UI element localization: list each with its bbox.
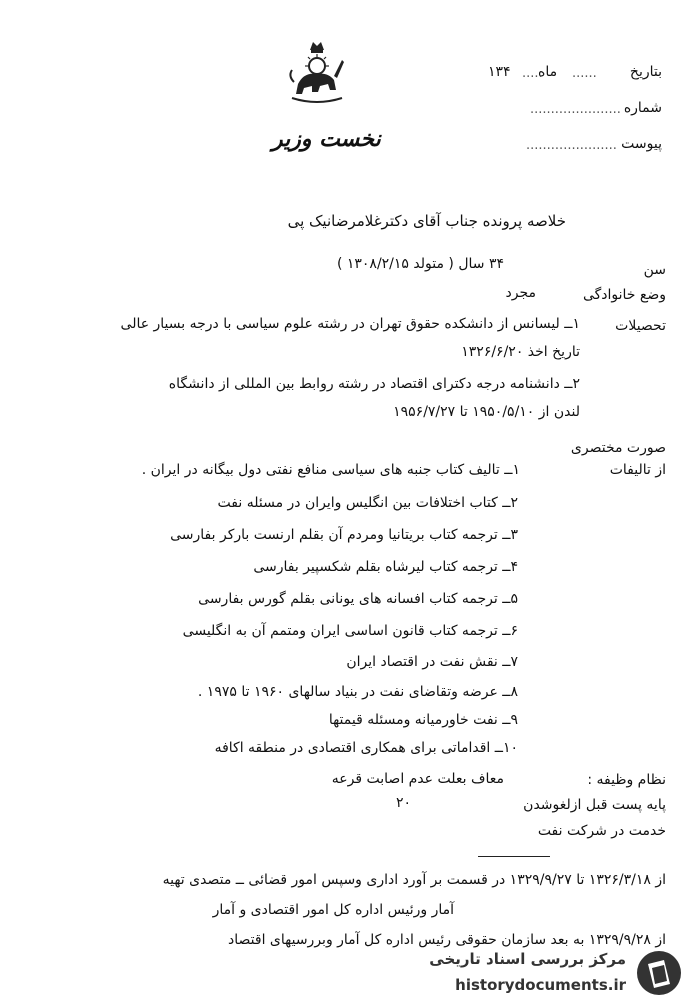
date-label: بتاریخ <box>629 64 662 80</box>
watermark-url: historydocuments.ir <box>455 976 626 994</box>
career-line-3: از ۱۳۲۹/۹/۲۸ به بعد سازمان حقوقی رئیس اداره کل آمار وبررسیهای اقتصاد <box>228 932 666 948</box>
writing-item-3: ۳ــ ترجمه کتاب بریتانیا ومردم آن بقلم ارنست بارکر بفارسی <box>170 527 518 543</box>
month-dots: ..... <box>522 66 543 81</box>
age-label: سن <box>643 262 666 278</box>
education-item-1-line1: ۱ــ لیسانس از دانشکده حقوق تهران در رشته علوم سیاسی با درجه بسیار عالی <box>120 316 580 332</box>
career-line-1: از ۱۳۲۶/۳/۱۸ تا ۱۳۲۹/۹/۲۷ در قسمت بر آورد اداری وسپس امور قضائی ــ متصدی تهیه <box>162 872 666 888</box>
divider-line <box>478 856 550 857</box>
page-heading: خلاصه پرونده جناب آقای دکترغلامرضانیک پی <box>287 212 566 230</box>
education-item-2-line1: ۲ــ دانشنامه درجه دکترای اقتصاد در رشته روابط بین المللی از دانشگاه <box>168 376 580 392</box>
grade-label: پایه پست قبل ازلغوشدن <box>523 797 666 813</box>
watermark <box>429 944 690 1002</box>
writing-item-6: ۶ــ ترجمه کتاب قانون اساسی ایران ومتمم آن به انگلیسی <box>182 623 518 639</box>
writings-label-line2: از تالیفات <box>609 462 666 478</box>
marital-value: مجرد <box>505 285 536 301</box>
lion-and-sun-emblem-icon <box>282 36 352 106</box>
writing-item-1: ۱ــ تالیف کتاب جنبه های سیاسی منافع نفتی دول بیگانه در ایران . <box>141 462 520 478</box>
career-line-2: آمار ورئیس اداره کل امور اقتصادی و آمار <box>212 902 454 918</box>
age-value: ۳۴ سال ( متولد ۱۳۰۸/۲/۱۵ ) <box>336 256 504 272</box>
employment-text: خدمت در شرکت نفت <box>537 823 666 839</box>
attachment-dots: ...................... <box>526 138 617 153</box>
date-dots: ...... <box>572 66 597 81</box>
writing-item-8: ۸ــ عرضه وتقاضای نفت در بنیاد سالهای ۱۹۶۰ تا ۱۹۷۵ . <box>197 684 518 700</box>
month-label: ماه <box>538 64 558 80</box>
education-label: تحصیلات <box>615 318 666 334</box>
letterhead-title: نخست وزیر <box>272 126 381 152</box>
marital-label: وضع خانوادگی <box>582 287 666 303</box>
writing-item-5: ۵ــ ترجمه کتاب افسانه های یونانی بقلم گورس بفارسی <box>198 591 518 607</box>
writing-item-4: ۴ــ ترجمه کتاب لیرشاه بقلم شکسپیر بفارسی <box>253 559 518 575</box>
military-service-label: نظام وظیفه : <box>587 772 666 788</box>
education-item-2-line2: لندن از ۱۹۵۰/۵/۱۰ تا ۱۹۵۶/۷/۲۷ <box>393 404 580 420</box>
writing-item-9: ۹ــ نفت خاورمیانه ومسئله قیمتها <box>328 712 518 728</box>
education-item-1-line2: تاریخ اخذ ۱۳۲۶/۶/۲۰ <box>461 344 580 360</box>
writing-item-7: ۷ــ نقش نفت در اقتصاد ایران <box>346 654 518 670</box>
military-service-value: معاف بعلت عدم اصابت قرعه <box>331 771 504 787</box>
number-dots: ...................... <box>530 102 621 117</box>
watermark-name: مرکز بررسی اسناد تاریخی <box>429 950 626 968</box>
writing-item-2: ۲ــ کتاب اختلافات بین انگلیس وایران در مسئله نفت <box>217 495 518 511</box>
writing-item-10: ۱۰ــ اقداماتی برای همکاری اقتصادی در منطقه اکافه <box>214 740 518 756</box>
year-value: ۱۳۴ <box>488 64 511 80</box>
writings-label-line1: صورت مختصری <box>570 440 666 456</box>
number-label: شماره <box>623 100 662 116</box>
archive-logo-icon <box>634 948 684 998</box>
attachment-label: پیوست <box>621 136 662 152</box>
grade-value: ۲۰ <box>396 795 412 811</box>
